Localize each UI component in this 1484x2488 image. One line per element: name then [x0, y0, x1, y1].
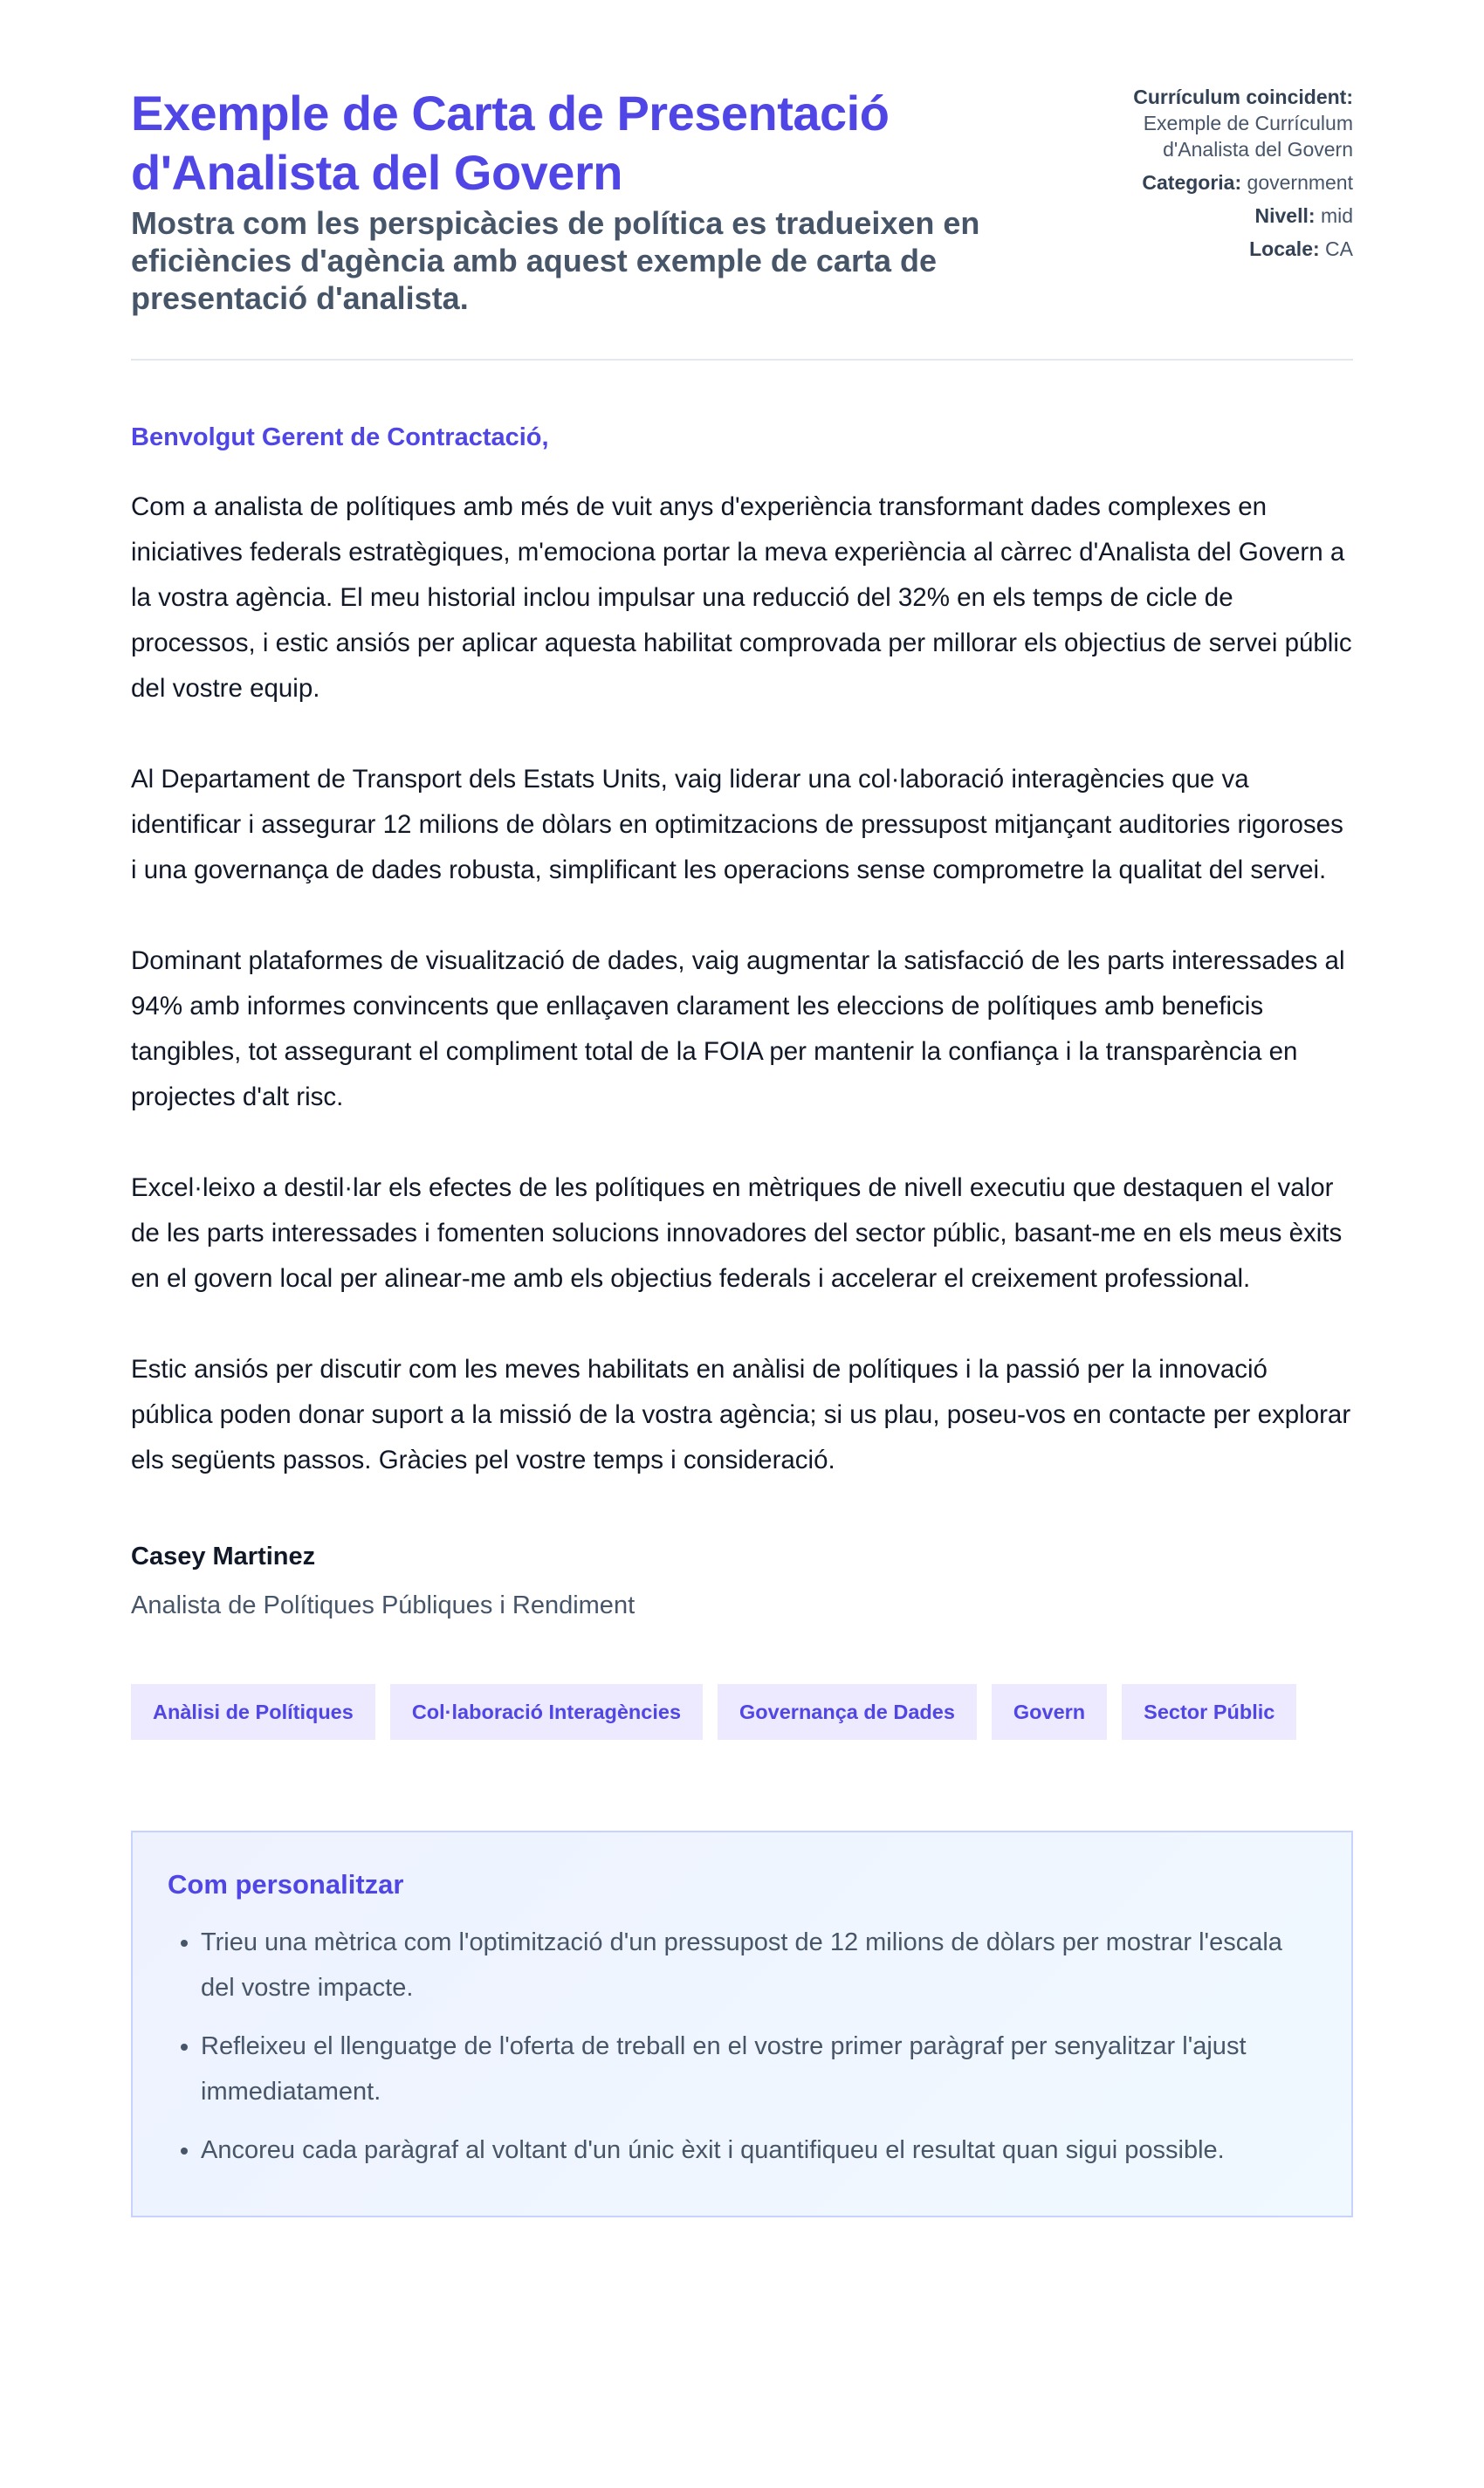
meta-panel	[1074, 84, 1353, 269]
tip-item: • Trieu una mètrica com l'optimització d'un pressupost de 12 milions de dòlars per mostrar l'escala del vostre impacte.	[201, 1920, 1316, 2010]
meta-locale-value: CA	[1325, 237, 1353, 260]
letter-paragraph: Dominant plataformes de visualització de dades, vaig augmentar la satisfacció de les parts interessades al 94% amb informes convincents que enllaçaven clarament les eleccions de polítiques amb beneficis tangibles, tot assegurant el compliment total de la FOIA per mantenir la confiança i la transparència en projectes d'alt risc.	[131, 946, 1345, 1111]
letter-greeting: Benvolgut Gerent de Contractació,	[131, 423, 549, 451]
meta-locale-label: Locale:	[1249, 237, 1320, 260]
page-header	[131, 84, 1353, 317]
page-title: Exemple de Carta de Presentació d'Analista del Govern	[131, 86, 890, 200]
meta-resume-label: Currículum coincident:	[1133, 86, 1353, 108]
meta-level-value: mid	[1320, 204, 1353, 227]
skill-tags	[131, 1684, 1353, 1740]
signature-name: Casey Martinez	[131, 1543, 316, 1570]
tag-policy-analysis[interactable]: Anàlisi de Polítiques	[131, 1684, 375, 1740]
letter-paragraph: Estic ansiós per discutir com les meves habilitats en anàlisi de polítiques i la passió per la innovació pública poden donar suport a la missió de la vostra agència; si us plau, poseu-vos en contacte per explorar els següents passos. Gràcies pel vostre temps i consideració.	[131, 1355, 1351, 1474]
letter-paragraph: Al Departament de Transport dels Estats Units, vaig liderar una col·laboració interagències que va identificar i assegurar 12 milions de dòlars en optimitzacions de pressupost mitjançant auditories rigoroses i una governança de dades robusta, simplificant les operacions sense comprometre la qualitat del servei.	[131, 765, 1343, 884]
tip-item: • Ancoreu cada paràgraf al voltant d'un únic èxit i quantifiqueu el resultat quan sigui possible.	[201, 2127, 1316, 2173]
tips-title: Com personalitzar	[168, 1869, 404, 1900]
meta-category-value: government	[1247, 171, 1353, 194]
meta-matching-resume	[1074, 84, 1353, 162]
meta-locale	[1074, 236, 1353, 262]
meta-category-label: Categoria:	[1142, 171, 1242, 194]
tips-list	[168, 1920, 1316, 2173]
letter-paragraph: Com a analista de polítiques amb més de vuit anys d'experiència transformant dades complexes en iniciatives federals estratègiques, m'emociona portar la meva experiència al càrrec d'Analista del Govern a la vostra agència. El meu historial inclou impulsar una reducció del 32% en els temps de cicle de processos, i estic ansiós per aplicar aquesta habilitat comprovada per millorar els objectius de servei públic del vostre equip.	[131, 492, 1352, 703]
letter-paragraph: Excel·leixo a destil·lar els efectes de les polítiques en mètriques de nivell executiu que destaquen el valor de les parts interessades i fomenten solucions innovadores del sector públic, basant-me en els meus èxits en el govern local per alinear-me amb els objectius federals i accelerar el creixement professional.	[131, 1173, 1343, 1293]
meta-level-label: Nivell:	[1254, 204, 1316, 227]
tag-data-governance[interactable]: Governança de Dades	[718, 1684, 977, 1740]
header-title-block	[131, 84, 1021, 317]
meta-resume-value: Exemple de Currículum d'Analista del Govern	[1143, 112, 1353, 161]
page-subtitle: Mostra com les perspicàcies de política es tradueixen en eficiències d'agència amb aquest exemple de carta de presentació d'analista.	[131, 205, 980, 316]
meta-level	[1074, 203, 1353, 229]
customization-tips-box	[131, 1831, 1353, 2217]
letter-body	[131, 485, 1353, 1483]
tag-government[interactable]: Govern	[992, 1684, 1107, 1740]
header-divider	[131, 359, 1353, 361]
tip-item: • Refleixeu el llenguatge de l'oferta de treball en el vostre primer paràgraf per senyalitzar l'ajust immediatament.	[201, 2024, 1316, 2114]
meta-category	[1074, 169, 1353, 196]
tag-public-sector[interactable]: Sector Públic	[1122, 1684, 1296, 1740]
tag-interagency-collaboration[interactable]: Col·laboració Interagències	[390, 1684, 703, 1740]
cover-letter-page	[131, 0, 1353, 2217]
signature-role: Analista de Polítiques Públiques i Rendiment	[131, 1591, 636, 1619]
